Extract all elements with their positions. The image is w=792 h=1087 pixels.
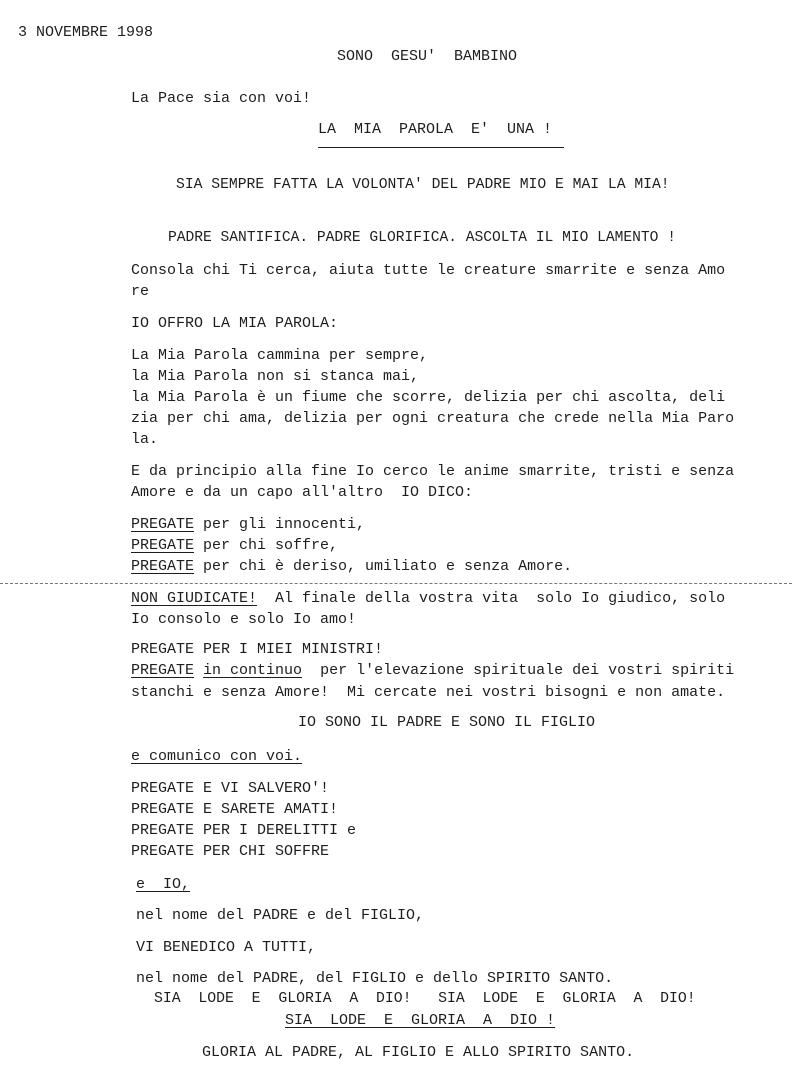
greeting: La Pace sia con voi! — [131, 90, 312, 107]
line-volonta: SIA SEMPRE FATTA LA VOLONTA' DEL PADRE MIO E MAI LA MIA! — [176, 177, 670, 193]
lode-line-1: SIA LODE E GLORIA A DIO! SIA LODE E GLORIA A DIO! — [154, 991, 696, 1007]
pregate-line-3 — [131, 558, 572, 576]
principio-line-1: E da principio alla fine Io cerco le anime smarrite, tristi e senza — [131, 463, 735, 480]
in-continuo: in continuo — [203, 662, 303, 679]
consola-line-1: Consola chi Ti cerca, aiuta tutte le creature smarrite e senza Amo — [131, 262, 726, 279]
derelitti-line: PREGATE PER I DERELITTI e — [131, 822, 357, 839]
lode-line-2: SIA LODE E GLORIA A DIO ! — [285, 1012, 556, 1029]
giudicate-line — [131, 590, 725, 608]
ministri-line: PREGATE PER I MIEI MINISTRI! — [131, 641, 384, 658]
consola-line-2: re — [131, 283, 150, 300]
stanchi-line: stanchi e senza Amore! Mi cercate nei vostri bisogni e non amate. — [131, 684, 726, 701]
parola-line-5: la. — [131, 431, 159, 448]
date: 3 NOVEMBRE 1998 — [18, 24, 154, 41]
pregate-line-2 — [131, 537, 338, 555]
salvero-line: PREGATE E VI SALVERO'! — [131, 780, 330, 797]
line-padre: PADRE SANTIFICA. PADRE GLORIFICA. ASCOLTA IL MIO LAMENTO ! — [168, 230, 676, 246]
parola-line-4: zia per chi ama, delizia per ogni creatura che crede nella Mia Paro — [131, 410, 735, 427]
continuo-line — [131, 662, 734, 680]
parola-line-2: la Mia Parola non si stanca mai, — [131, 368, 420, 385]
continuo-rest: per l'elevazione spirituale dei vostri spiriti — [302, 662, 735, 679]
pregate-word: PREGATE — [131, 537, 195, 554]
comunico-line: e comunico con voi. — [131, 748, 303, 765]
pregate-rest: per chi soffre, — [194, 537, 339, 554]
principio-line-2: Amore e da un capo all'altro IO DICO: — [131, 484, 474, 501]
space — [194, 662, 203, 679]
benedico-line: VI BENEDICO A TUTTI, — [136, 939, 317, 956]
parola-line-1: La Mia Parola cammina per sempre, — [131, 347, 429, 364]
pregate-rest: per chi è deriso, umiliato e senza Amore. — [194, 558, 573, 575]
nome-line-1: nel nome del PADRE e del FIGLIO, — [136, 907, 425, 924]
nome-line-2: nel nome del PADRE, del FIGLIO e dello SPIRITO SANTO. — [136, 970, 614, 987]
chi-soffre-line: PREGATE PER CHI SOFFRE — [131, 843, 330, 860]
pregate-word: PREGATE — [131, 662, 195, 679]
header: SONO GESU' BAMBINO — [337, 48, 518, 65]
parola-line-3: la Mia Parola è un fiume che scorre, delizia per chi ascolta, deli — [131, 389, 726, 406]
pregate-rest: per gli innocenti, — [194, 516, 366, 533]
amati-line: PREGATE E SARETE AMATI! — [131, 801, 339, 818]
pregate-word: PREGATE — [131, 558, 195, 575]
consolo-line: Io consolo e solo Io amo! — [131, 611, 357, 628]
offro: IO OFFRO LA MIA PAROLA: — [131, 315, 339, 332]
padre-figlio: IO SONO IL PADRE E SONO IL FIGLIO — [298, 714, 596, 731]
non-giudicate: NON GIUDICATE! — [131, 590, 258, 607]
fold-line — [0, 583, 792, 584]
title: LA MIA PAROLA E' UNA ! — [318, 121, 553, 138]
pregate-line-1 — [131, 516, 365, 534]
title-underline — [318, 147, 564, 148]
e-io-line: e IO, — [136, 876, 191, 893]
gloria-line: GLORIA AL PADRE, AL FIGLIO E ALLO SPIRITO SANTO. — [202, 1044, 635, 1061]
giudicate-rest: Al finale della vostra vita solo Io giudico, solo — [257, 590, 726, 607]
pregate-word: PREGATE — [131, 516, 195, 533]
